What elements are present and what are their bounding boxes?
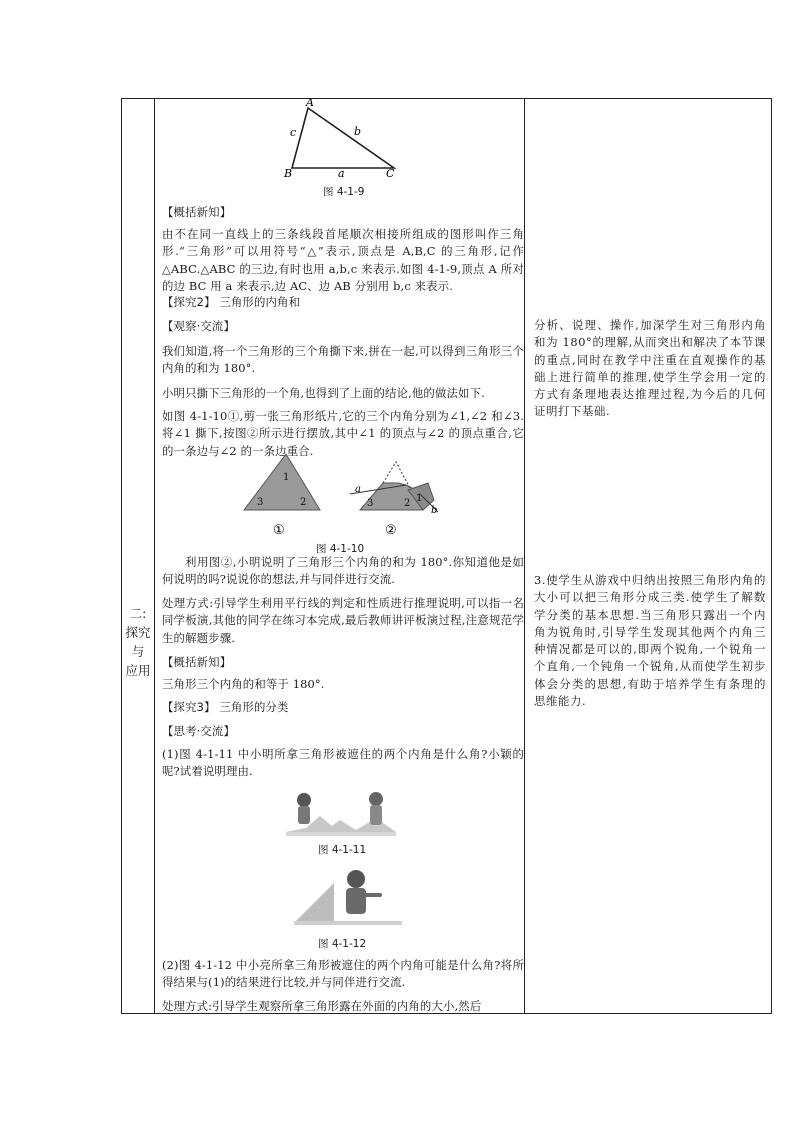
section-heading: 【观察·交流】 bbox=[162, 319, 236, 333]
section-heading: 【探究2】 三角形的内角和 bbox=[162, 295, 301, 309]
figure-4-1-12 bbox=[294, 865, 402, 927]
stage-label bbox=[122, 604, 154, 680]
paragraph-question-1: (1)图 4-1-11 中小明所拿三角形被遮住的两个内角是什么角?小颖的呢?试着说明理由. bbox=[162, 747, 524, 779]
column-divider-right bbox=[524, 99, 525, 1013]
teaching-note-1: 分析、说理、操作,加深学生对三角形内角和为 180°的理解,从而突出和解决了本节课的重点,同时在教学中注重在直观操作的基础上进行简单的推理,使学生学会用一定的方式有条理地表达推理过程,为今后的几何证明打下基础. bbox=[534, 318, 766, 419]
side-c-label: c bbox=[290, 126, 297, 139]
line-b-label: b bbox=[431, 505, 438, 516]
line-a-label: a bbox=[355, 484, 361, 495]
section-heading: 【探究3】 三角形的分类 bbox=[162, 700, 289, 714]
figure-4-1-11 bbox=[286, 790, 396, 838]
paragraph-definition: 由不在同一直线上的三条线段首尾顺次相接所组成的图形叫作三角形.“三角形”可以用符号“△”表示,顶点是 A,B,C 的三角形,记作△ABC.△ABC 的三边,有时也用 a,b,c 来表示.如图 4-1-9,顶点 A 所对的边 BC 用 a 来表示,边 AC、边 AB 分别用 b,c 来表示. bbox=[162, 227, 524, 294]
paragraph: 小明只撕下三角形的一个角,也得到了上面的结论,他的做法如下. bbox=[162, 386, 485, 400]
paragraph-question-2: (2)图 4-1-12 中小亮所拿三角形被遮住的两个内角可能是什么角?将所得结果与(1)的结果进行比较,并与同伴进行交流. bbox=[162, 958, 524, 990]
angle-3-label: 3 bbox=[367, 498, 374, 509]
side-a-label: a bbox=[338, 167, 345, 180]
angle-3-label: 3 bbox=[257, 497, 264, 508]
section-heading: 【概括新知】 bbox=[162, 655, 232, 669]
vertex-b-label: B bbox=[284, 167, 293, 180]
paragraph: 利用图②,小明说明了三角形三个内角的和为 180°.你知道他是如何说明的吗?说说你的想法,并与同伴进行交流. bbox=[162, 555, 524, 587]
figure-4-1-9-caption: 图 4-1-9 bbox=[323, 186, 365, 198]
figure-4-1-9 bbox=[270, 98, 410, 180]
teaching-note-2: 3.使学生从游戏中归纳出按照三角形内角的大小可以把三角形分成三类.使学生了解数学分类的基本思想.当三角形只露出一个内角为锐角时,引导学生发现其他两个内角三种情况都是可以的,即两个锐角,一个锐角一个直角,一个钝角一个锐角,从而使学生初步体会分类的思想,有助于培养学生有条理的思维能力. bbox=[534, 573, 766, 709]
paragraph-method: 处理方式:引导学生观察所拿三角形露在外面的内角的大小,然后 bbox=[162, 999, 482, 1013]
column-divider-left bbox=[154, 99, 155, 1013]
angle-2-label: 2 bbox=[404, 498, 411, 509]
paragraph: 我们知道,将一个三角形的三个角撕下来,拼在一起,可以得到三角形三个内角的和为 180°. bbox=[162, 344, 524, 376]
figure-4-1-10 bbox=[238, 450, 438, 545]
subfigure-1-label: ① bbox=[273, 523, 285, 538]
figure-4-1-10-caption: 图 4-1-10 bbox=[316, 543, 365, 555]
section-heading: 【概括新知】 bbox=[162, 205, 232, 219]
subfigure-2-label: ② bbox=[385, 523, 397, 538]
paragraph-conclusion: 三角形三个内角的和等于 180°. bbox=[162, 677, 325, 691]
stage-label-line: 探究 bbox=[125, 625, 151, 640]
angle-2-label: 2 bbox=[300, 497, 307, 508]
stage-label-line: 应用 bbox=[125, 663, 151, 678]
section-heading: 【思考·交流】 bbox=[162, 724, 236, 738]
angle-1-label: 1 bbox=[283, 472, 290, 483]
vertex-c-label: C bbox=[386, 167, 395, 180]
vertex-a-label: A bbox=[306, 98, 314, 109]
angle-1-label: 1 bbox=[416, 493, 423, 504]
paragraph: 如图 4-1-10①,剪一张三角形纸片,它的三个内角分别为∠1,∠2 和∠3.将∠1 撕下,按图②所示进行摆放,其中∠1 的顶点与∠2 的顶点重合,它的一条边与∠2 的一条边重合. bbox=[162, 409, 524, 458]
stage-label-line: 二: bbox=[129, 606, 147, 621]
figure-4-1-11-caption: 图 4-1-11 bbox=[318, 844, 367, 856]
stage-label-line: 与 bbox=[131, 644, 145, 659]
figure-4-1-12-caption: 图 4-1-12 bbox=[318, 938, 367, 950]
paragraph-method: 处理方式:引导学生利用平行线的判定和性质进行推理说明,可以指一名同学板演,其他的同学在练习本完成,最后教师讲评板演过程,注意规范学生的解题步骤. bbox=[162, 596, 524, 645]
side-b-label: b bbox=[354, 125, 362, 138]
